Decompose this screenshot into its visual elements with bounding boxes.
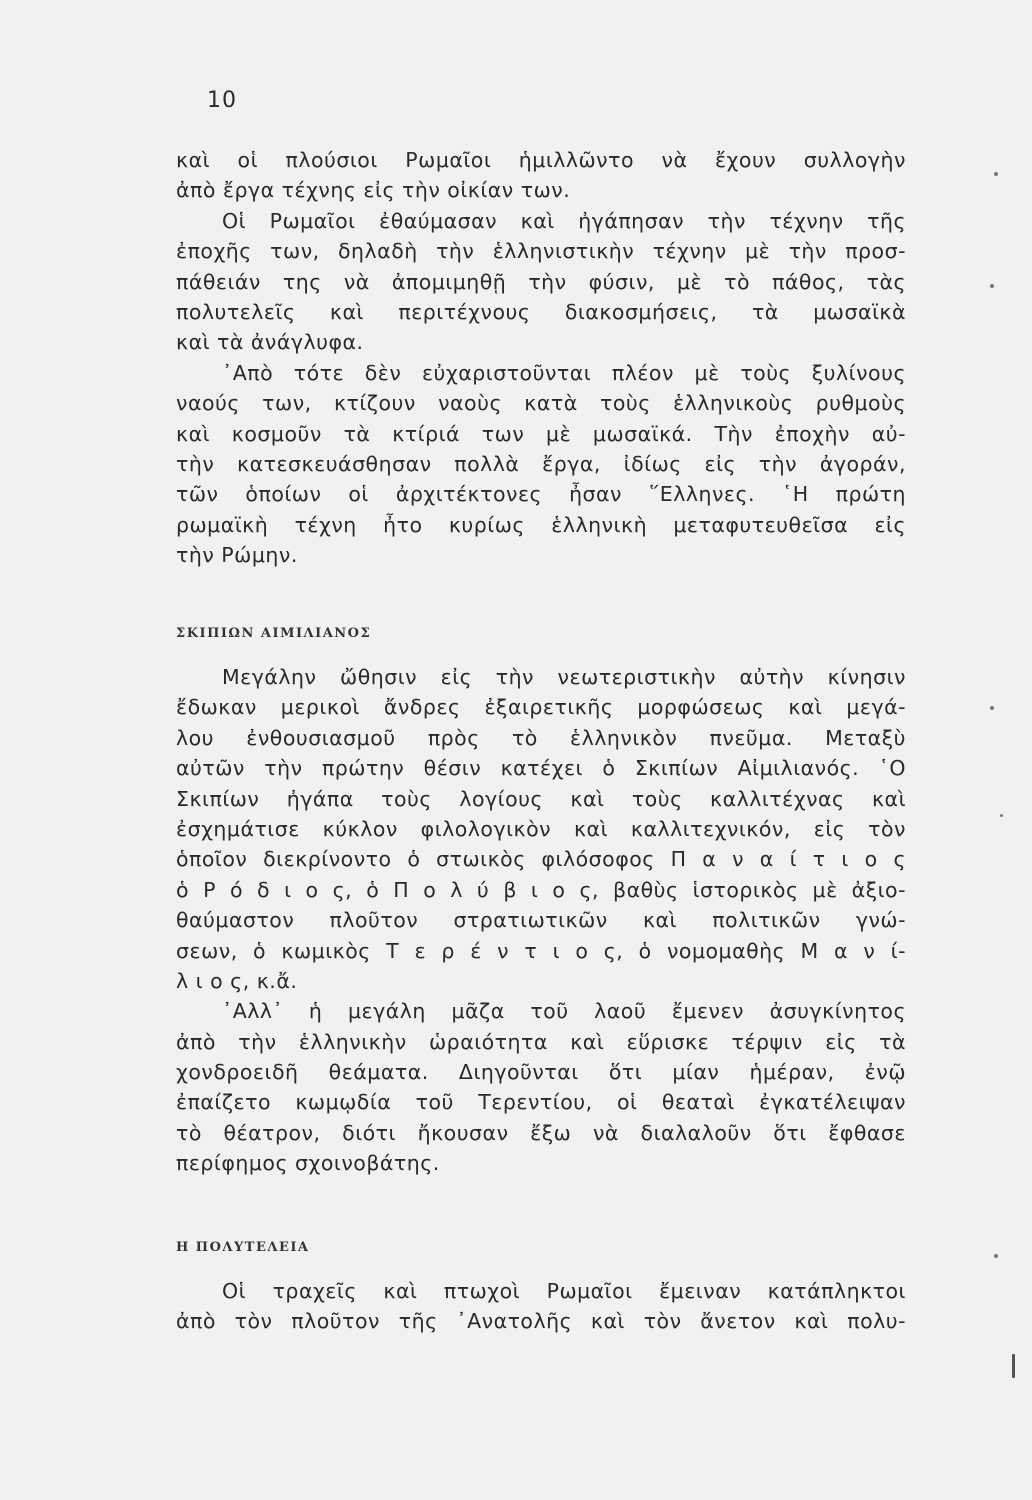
paragraph-block-2 [176,662,906,1179]
text-line: ναούς των, κτίζουν ναοὺς κατὰ τοὺς ἑλληνικοὺς ρυθμοὺς [176,391,906,416]
text-line: καὶ κοσμοῦν τὰ κτίριά των μὲ μωσαϊκά. Τὴν ἐποχὴν αὐ- [176,421,906,446]
text-line: ἔδωκαν μερικοὶ ἄνδρες ἐξαιρετικῆς μορφώσεως καὶ μεγά- [176,695,906,720]
text-line: ἐπαίζετο κωμῳδία τοῦ Τερεντίου, οἱ θεαταὶ ἐγκατέλειψαν [176,1090,906,1115]
text-line: πάθειάν της νὰ ἀπομιμηθῇ τὴν φύσιν, μὲ τὸ πάθος, τὰς [176,269,906,294]
section-heading-luxury: Η ΠΟΛΥΤΕΛΕΙΑ [176,1240,310,1255]
text-line: ᾿Απὸ τότε δὲν εὐχαριστοῦνται πλέον μὲ τοὺς ξυλίνους [222,360,906,385]
text-line: λ ι ο ς, κ.ἄ. [176,968,298,993]
text-line: Οἱ Ρωμαῖοι ἐθαύμασαν καὶ ἠγάπησαν τὴν τέχνην τῆς [222,208,906,233]
text-line: χονδροειδῆ θεάματα. Διηγοῦνται ὅτι μίαν ἡμέραν, ἐνῷ [176,1060,906,1085]
text-line: ἐσχημάτισε κύκλον φιλολογικὸν καὶ καλλιτεχνικόν, εἰς τὸν [176,816,906,841]
text-line: πολυτελεῖς καὶ περιτέχνους διακοσμήσεις, τὰ μωσαϊκὰ [176,299,906,324]
text-line: ὁποῖον διεκρίνοντο ὁ στωικὸς φιλόσοφος Π α ν α ί τ ι ο ς [176,847,906,872]
scan-speck [990,706,994,710]
text-line: ρωμαϊκὴ τέχνη ἦτο κυρίως ἑλληνικὴ μεταφυτευθεῖσα εἰς [176,512,906,537]
page-number: 10 [207,88,237,113]
text-line: σεων, ὁ κωμικὸς Τ ε ρ έ ν τ ι ο ς, ὁ νομομαθὴς Μ α ν ί- [176,938,906,963]
scan-speck [990,284,994,288]
paragraph-block-3 [176,1276,906,1337]
text-line: Μεγάλην ὤθησιν εἰς τὴν νεωτεριστικὴν αὐτὴν κίνησιν [222,665,906,689]
scan-speck [1012,1354,1015,1378]
scan-speck [994,172,998,176]
text-line: Οἱ τραχεῖς καὶ πτωχοὶ Ρωμαῖοι ἔμειναν κατάπληκτοι [222,1279,906,1303]
paragraph-block-1 [176,145,906,570]
text-line: τὴν κατεσκευάσθησαν πολλὰ ἔργα, ἰδίως εἰς τὴν ἀγοράν, [176,451,906,476]
text-line: θαύμαστον πλοῦτον στρατιωτικῶν καὶ πολιτικῶν γνώ- [176,908,906,933]
text-line: περίφημος σχοινοβάτης. [176,1151,440,1176]
scan-speck [1000,814,1003,817]
scan-speck [994,1254,998,1258]
text-line: ᾿Αλλ᾿ ἡ μεγάλη μᾶζα τοῦ λαοῦ ἔμενεν ἀσυγκίνητος [222,999,906,1024]
text-line: καὶ τὰ ἀνάγλυφα. [176,330,364,355]
text-line: Σκιπίων ἠγάπα τοὺς λογίους καὶ τοὺς καλλιτέχνας καὶ [176,786,906,811]
text-line: ἐποχῆς των, δηλαδὴ τὴν ἑλληνιστικὴν τέχνην μὲ τὴν προσ- [176,239,906,264]
text-line: τῶν ὁποίων οἱ ἀρχιτέκτονες ἦσαν ῞Ελληνες. ῾Η πρώτη [176,482,906,507]
text-line: ὁ Ρ ό δ ι ο ς, ὁ Π ο λ ύ β ι ο ς, βαθὺς ἱστορικὸς μὲ ἀξιο- [176,877,906,902]
text-line: ἀπὸ τὴν ἑλληνικὴν ὡραιότητα καὶ εὕρισκε τέρψιν εἰς τὰ [176,1029,906,1054]
text-line: τὴν Ρώμην. [176,543,298,568]
text-line: τὸ θέατρον, διότι ἤκουσαν ἔξω νὰ διαλαλοῦν ὅτι ἔφθασε [176,1120,906,1145]
text-line: αὐτῶν τὴν πρώτην θέσιν κατέχει ὁ Σκιπίων Αἰμιλιανός. ῾Ο [176,756,906,781]
text-line: ἀπὸ ἔργα τέχνης εἰς τὴν οἰκίαν των. [176,178,571,203]
text-line: καὶ οἱ πλούσιοι Ρωμαῖοι ἡμιλλῶντο νὰ ἔχουν συλλογὴν [176,148,906,172]
text-line: λου ἐνθουσιασμοῦ πρὸς τὸ ἑλληνικὸν πνεῦμα. Μεταξὺ [176,725,906,750]
section-heading-scipio: ΣΚΙΠΙΩΝ ΑΙΜΙΛΙΑΝΟΣ [176,626,372,641]
text-line: ἀπὸ τὸν πλοῦτον τῆς ᾿Ανατολῆς καὶ τὸν ἄνετον καὶ πολυ- [176,1309,906,1334]
